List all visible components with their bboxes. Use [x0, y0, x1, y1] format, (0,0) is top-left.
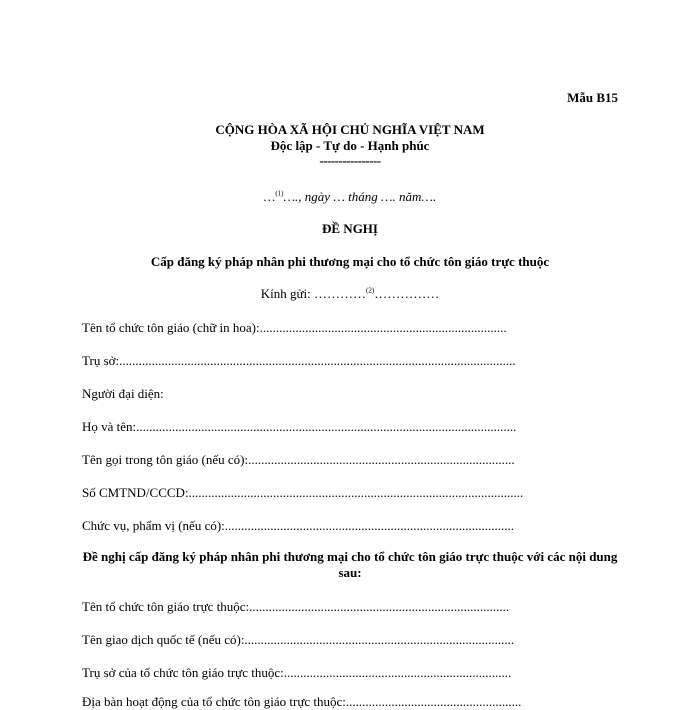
dateline-suffix: …., ngày … tháng …. năm….	[283, 189, 437, 204]
field-religious-org-name: Tên tổ chức tôn giáo (chữ in hoa):............................................................................	[82, 320, 507, 335]
header-divider: ----------------	[319, 153, 381, 168]
field-religious-name: Tên gọi trong tôn giáo (nếu có):..................................................................................	[82, 452, 515, 467]
document-title: ĐỀ NGHỊ	[322, 221, 378, 236]
field-affiliated-headquarters: Trụ sở của tổ chức tôn giáo trực thuộc:......................................................................	[82, 665, 512, 680]
field-affiliated-org-name: Tên tổ chức tôn giáo trực thuộc:................................................................................	[82, 599, 510, 614]
field-position-rank: Chức vụ, phẩm vị (nếu có):.........................................................................................	[82, 518, 515, 533]
addressee-prefix: Kính gửi: …………	[260, 286, 367, 301]
dateline-prefix: …	[263, 189, 276, 204]
addressee-line	[0, 286, 700, 302]
document-subtitle: Cấp đăng ký pháp nhân phi thương mại cho tổ chức tôn giáo trực thuộc	[150, 254, 550, 269]
footnote-marker-1: (1)	[275, 189, 284, 198]
field-full-name: Họ và tên:.....................................................................................................................	[82, 419, 517, 434]
national-motto: Độc lập - Tự do - Hạnh phúc	[270, 138, 430, 153]
request-section-title: Đề nghị cấp đăng ký pháp nhân phi thương mại cho tổ chức tôn giáo trực thuộc với các nội dung sau:	[82, 549, 618, 580]
field-headquarters: Trụ sở:..........................................................................................................................	[82, 353, 516, 368]
addressee-suffix: ……………	[374, 286, 440, 301]
form-code: Mẫu B15	[567, 90, 618, 105]
national-title: CỘNG HÒA XÃ HỘI CHỦ NGHĨA VIỆT NAM	[215, 122, 485, 137]
footnote-marker-2: (2)	[366, 286, 375, 295]
field-operating-area: Địa bàn hoạt động của tổ chức tôn giáo trực thuộc:......................................................	[82, 694, 522, 709]
field-id-number: Số CMTND/CCCD:.......................................................................................................	[82, 485, 524, 500]
place-date-line	[0, 189, 700, 205]
field-international-name: Tên giao dịch quốc tế (nếu có):...................................................................................	[82, 632, 515, 647]
field-representative-heading: Người đại diện:	[82, 386, 164, 401]
